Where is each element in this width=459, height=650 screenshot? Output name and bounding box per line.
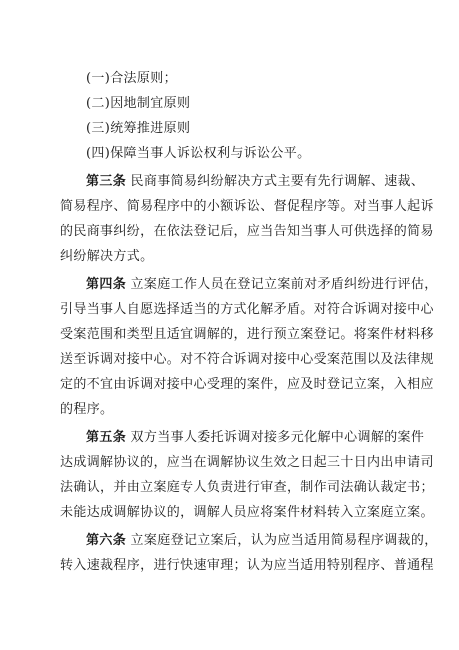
article-3-line-2: 简易程序、简易程序中的小额诉讼、督促程序等。对当事人起诉 [60, 199, 434, 214]
article-3-line-4: 纠纷解决方式。 [60, 249, 154, 264]
article-6-line-2: 转入速裁程序，进行快速审理；认为应当适用特别程序、普通程 [60, 558, 434, 573]
article-5-line-3: 法确认，并由立案庭专人负责进行审查，制作司法确认裁定书； [60, 480, 434, 495]
principles-list [60, 66, 410, 166]
article-4-line-3: 受案范围和类型且适宜调解的，进行预立案登记。将案件材料移 [60, 327, 434, 342]
article-5-line-2: 达成调解协议的，应当在调解协议生效之日起三十日内出申请司 [60, 455, 434, 470]
principle-item-1: (一)合法原则； [86, 71, 177, 86]
principle-item-4: (四)保障当事人诉讼权利与诉讼公平。 [86, 146, 311, 161]
article-6-line-1 [60, 528, 438, 553]
article-4-text-1: 立案庭工作人员在登记立案前对矛盾纠纷进行评估， [126, 277, 438, 292]
article-5-line-4: 未能达成调解协议的，调解人员应将案件材料转入立案庭立案。 [60, 505, 434, 520]
article-3 [60, 169, 434, 269]
principle-item-2: (二)因地制宜原则 [86, 96, 191, 111]
article-4-heading: 第四条 [86, 277, 127, 292]
article-3-line-1 [60, 169, 425, 194]
article-4 [60, 272, 438, 422]
document-body [60, 66, 438, 578]
article-4-line-4: 送至诉调对接中心。对不符合诉调对接中心受案范围以及法律规 [60, 352, 434, 367]
article-6-text-1: 立案庭登记立案后，认为应当适用简易程序调裁的， [126, 533, 438, 548]
article-3-heading: 第三条 [86, 174, 127, 189]
article-4-line-5: 定的不宜由诉调对接中心受理的案件，应及时登记立案，入相应 [60, 377, 434, 392]
article-5-line-1 [60, 425, 425, 450]
article-6-heading: 第六条 [86, 533, 127, 548]
article-5-heading: 第五条 [86, 430, 127, 445]
article-5 [60, 425, 434, 525]
article-6 [60, 528, 438, 578]
article-4-line-2: 引导当事人自愿选择适当的方式化解矛盾。对符合诉调对接中心 [60, 302, 434, 317]
article-3-text-1: 民商事简易纠纷解决方式主要有先行调解、速裁、 [126, 174, 425, 189]
article-3-line-3: 的民商事纠纷，在依法登记后，应当告知当事人可供选择的简易 [60, 224, 434, 239]
article-4-line-6: 的程序。 [60, 402, 114, 417]
article-5-text-1: 双方当事人委托诉调对接多元化解中心调解的案件 [126, 430, 425, 445]
article-4-line-1 [60, 272, 438, 297]
principle-item-3: (三)统筹推进原则 [86, 121, 191, 136]
